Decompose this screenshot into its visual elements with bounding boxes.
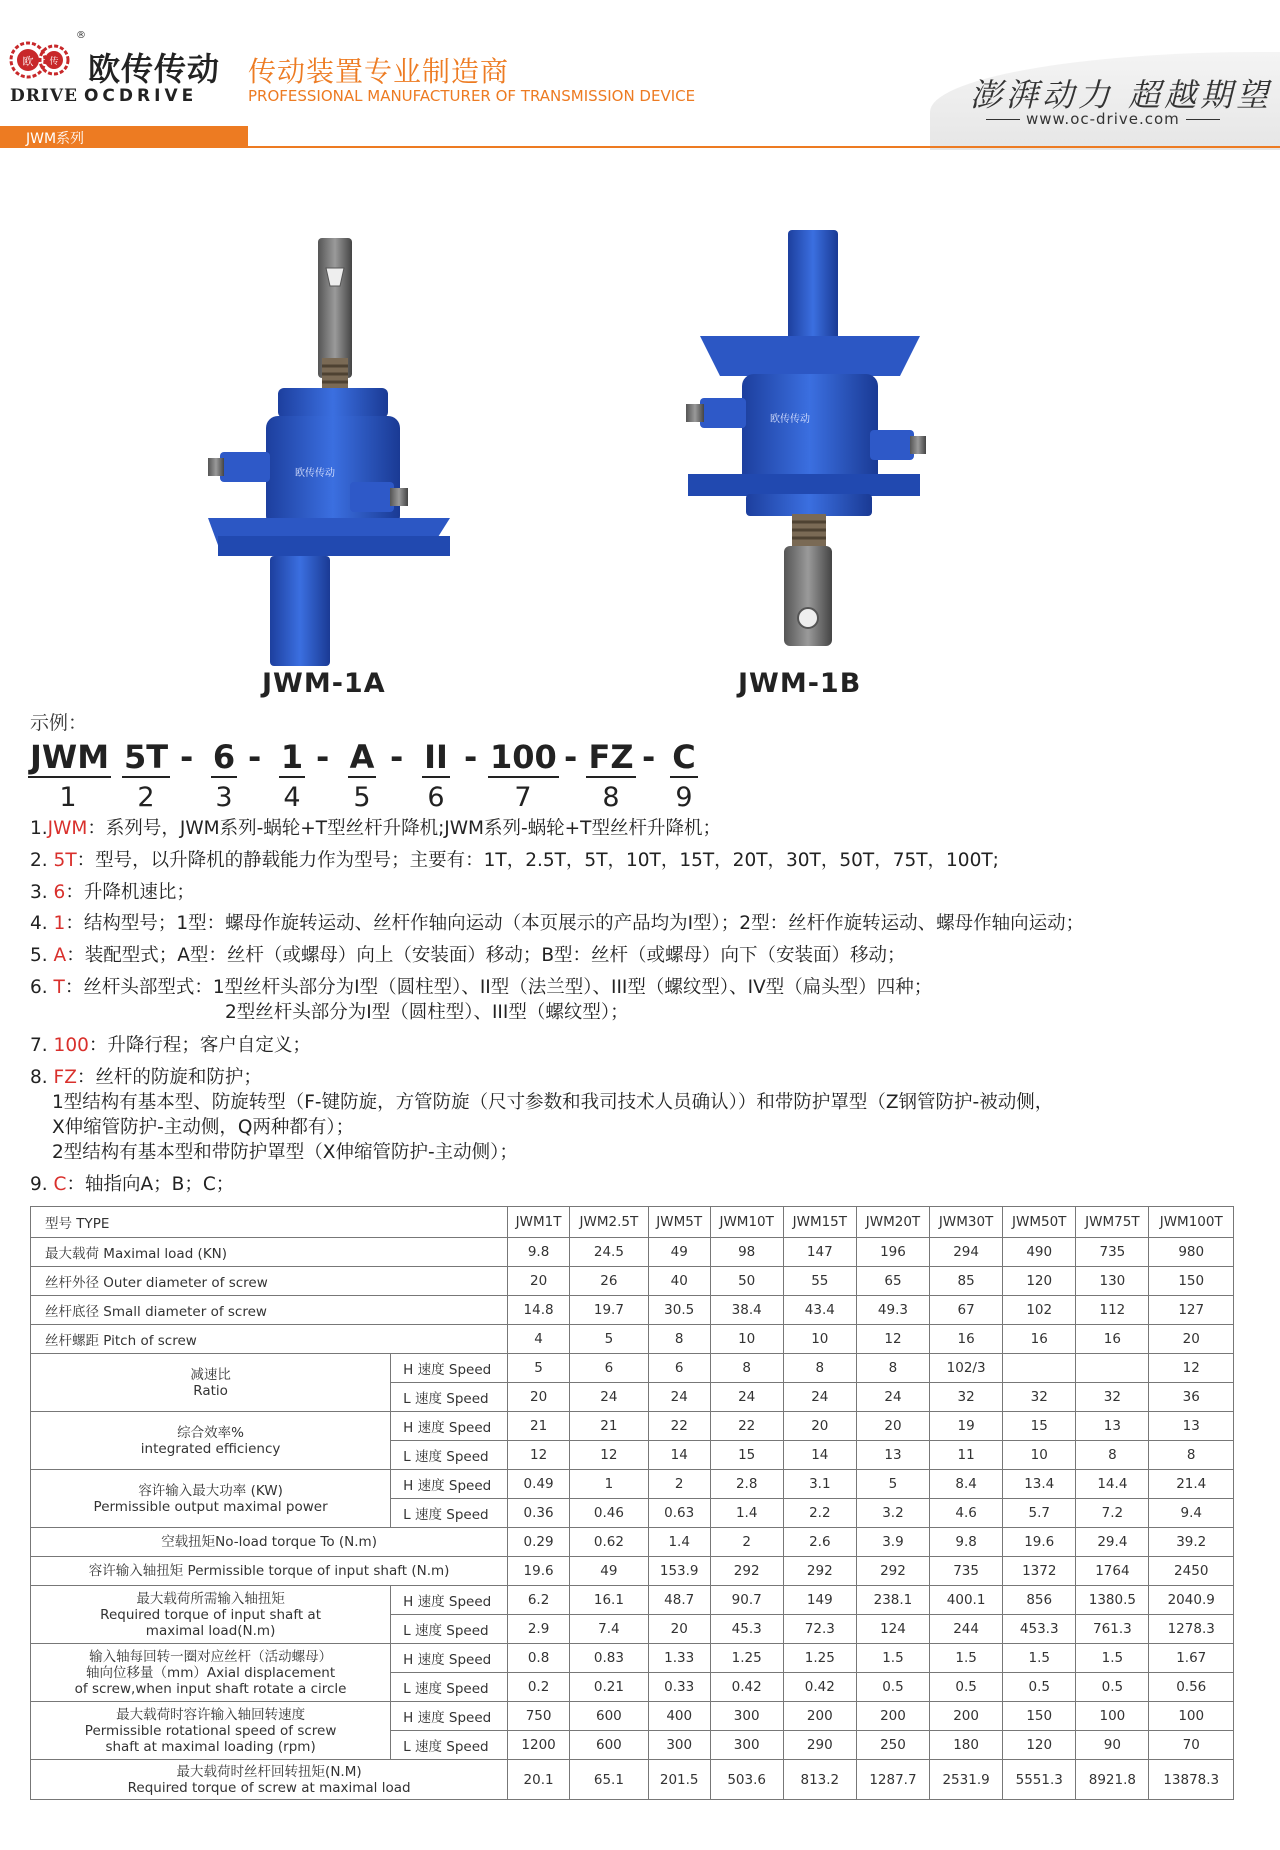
svg-text:欧传传动: 欧传传动: [770, 414, 810, 425]
table-cell: 300: [648, 1731, 710, 1760]
table-cell: 2531.9: [930, 1760, 1003, 1800]
table-cell: 85: [930, 1267, 1003, 1296]
speed-label: L 速度 Speed: [391, 1731, 508, 1760]
table-cell: 21: [569, 1412, 648, 1441]
jwm-1a-image: [200, 230, 460, 670]
example-title: 示例：: [30, 712, 88, 734]
table-cell: 19.7: [569, 1296, 648, 1325]
table-cell: 1.4: [648, 1528, 710, 1557]
table-cell: 19.6: [508, 1557, 570, 1586]
table-row: [31, 1586, 1234, 1615]
description-7: 7. 100：升降行程；客户自定义；: [30, 1035, 311, 1056]
description-8-line-3: X伸缩管防护-主动侧，Q两种都有）；: [52, 1117, 355, 1138]
table-cell: 180: [930, 1731, 1003, 1760]
spec-table: [30, 1206, 1234, 1800]
series-divider: [248, 146, 1280, 148]
table-cell: 201.5: [648, 1760, 710, 1800]
row-label: 空载扭矩No-load torque To (N.m): [31, 1528, 508, 1557]
code-number: 2: [137, 782, 155, 813]
table-cell: 90.7: [710, 1586, 783, 1615]
table-cell: 9.4: [1149, 1499, 1234, 1528]
table-cell: 21: [508, 1412, 570, 1441]
table-cell: 200: [783, 1702, 856, 1731]
model-header: JWM50T: [1003, 1207, 1076, 1238]
description-3: 3. 6：升降机速比；: [30, 882, 195, 903]
table-cell: 67: [930, 1296, 1003, 1325]
table-cell: 22: [710, 1412, 783, 1441]
table-cell: 0.5: [1076, 1673, 1149, 1702]
model-header: JWM15T: [783, 1207, 856, 1238]
code-segment: FZ: [588, 738, 634, 776]
table-cell: 238.1: [856, 1586, 929, 1615]
code-segment: II: [424, 738, 448, 776]
table-cell: 292: [856, 1557, 929, 1586]
table-cell: 32: [1076, 1383, 1149, 1412]
svg-text:欧: 欧: [22, 55, 34, 68]
table-cell: 43.4: [783, 1296, 856, 1325]
row-label: 综合效率% integrated efficiency: [31, 1412, 391, 1470]
description-6: 6. T：丝杆头部型式：1型丝杆头部分为I型（圆柱型）、II型（法兰型）、III型（螺纹型）、IV型（扁头型）四种；: [30, 977, 933, 998]
table-cell: 6.2: [508, 1586, 570, 1615]
table-cell: 22: [648, 1412, 710, 1441]
table-cell: 45.3: [710, 1615, 783, 1644]
table-cell: 0.29: [508, 1528, 570, 1557]
code-dash: -: [464, 738, 478, 776]
table-cell: 7.2: [1076, 1499, 1149, 1528]
series-label: JWM系列: [26, 131, 85, 147]
table-cell: 8: [1076, 1441, 1149, 1470]
description-2: 2. 5T：型号，以升降机的静载能力作为型号；主要有：1T，2.5T，5T，10T，15T，20T，30T，50T，75T，100T;: [30, 850, 999, 871]
table-cell: 38.4: [710, 1296, 783, 1325]
table-cell: 490: [1003, 1238, 1076, 1267]
table-cell: 1.33: [648, 1644, 710, 1673]
table-cell: 90: [1076, 1731, 1149, 1760]
description-4: 4. 1：结构型号；1型：螺母作旋转运动、丝杆作轴向运动（本页展示的产品均为I型）；2型：丝杆作旋转运动、螺母作轴向运动；: [30, 913, 1085, 934]
table-cell: 294: [930, 1238, 1003, 1267]
table-cell: 20: [648, 1615, 710, 1644]
table-cell: 100: [1076, 1702, 1149, 1731]
table-row: [31, 1644, 1234, 1673]
table-cell: 10: [1003, 1441, 1076, 1470]
table-cell: 400.1: [930, 1586, 1003, 1615]
description-8-line-2: 1型结构有基本型、防旋转型（F-键防旋，方管防旋（尺寸参数和我司技术人员确认））和带防护罩型（Z钢管防护-被动侧，: [52, 1092, 1054, 1113]
table-cell: 2040.9: [1149, 1586, 1234, 1615]
code-segment: JWM: [30, 738, 110, 776]
table-cell: 12: [569, 1441, 648, 1470]
table-cell: 5551.3: [1003, 1760, 1076, 1800]
table-cell: 49: [569, 1557, 648, 1586]
table-cell: 13.4: [1003, 1470, 1076, 1499]
table-cell: 14.8: [508, 1296, 570, 1325]
table-cell: 7.4: [569, 1615, 648, 1644]
table-row: [31, 1354, 1234, 1383]
svg-text:传: 传: [49, 57, 59, 67]
code-number: 9: [675, 782, 693, 813]
table-cell: 1.5: [930, 1644, 1003, 1673]
table-cell: 300: [710, 1731, 783, 1760]
row-label: 最大载荷所需输入轴扭矩 Required torque of input shaft at maximal load(N.m): [31, 1586, 391, 1644]
table-row: [31, 1412, 1234, 1441]
table-cell: 1380.5: [1076, 1586, 1149, 1615]
table-cell: 8: [648, 1325, 710, 1354]
code-number: 5: [353, 782, 371, 813]
table-cell: 5: [569, 1325, 648, 1354]
table-cell: 72.3: [783, 1615, 856, 1644]
table-cell: 20: [508, 1267, 570, 1296]
table-cell: 8.4: [930, 1470, 1003, 1499]
code-segment: 5T: [123, 738, 169, 776]
table-cell: 24: [856, 1383, 929, 1412]
table-cell: 0.46: [569, 1499, 648, 1528]
table-row: [31, 1702, 1234, 1731]
model-header: JWM2.5T: [569, 1207, 648, 1238]
table-cell: 14.4: [1076, 1470, 1149, 1499]
table-cell: 1.5: [1003, 1644, 1076, 1673]
table-cell: 24: [710, 1383, 783, 1412]
table-cell: 15: [710, 1441, 783, 1470]
table-cell: 8921.8: [1076, 1760, 1149, 1800]
table-cell: 5: [856, 1470, 929, 1499]
table-row: [31, 1470, 1234, 1499]
table-cell: 124: [856, 1615, 929, 1644]
table-cell: 12: [856, 1325, 929, 1354]
table-cell: 0.21: [569, 1673, 648, 1702]
table-cell: 400: [648, 1702, 710, 1731]
table-cell: 3.9: [856, 1528, 929, 1557]
row-label: 丝杆螺距 Pitch of screw: [31, 1325, 508, 1354]
table-row: [31, 1238, 1234, 1267]
code-segment: 6: [212, 738, 236, 776]
table-cell: 13: [1076, 1412, 1149, 1441]
table-cell: 292: [783, 1557, 856, 1586]
table-cell: 150: [1003, 1702, 1076, 1731]
table-cell: 2: [710, 1528, 783, 1557]
table-cell: 2.9: [508, 1615, 570, 1644]
table-cell: 1.25: [783, 1644, 856, 1673]
table-cell: 127: [1149, 1296, 1234, 1325]
table-cell: 14: [783, 1441, 856, 1470]
table-cell: 20: [783, 1412, 856, 1441]
table-cell: 24.5: [569, 1238, 648, 1267]
table-cell: 120: [1003, 1267, 1076, 1296]
table-cell: 147: [783, 1238, 856, 1267]
registered-mark-icon: ®: [76, 30, 86, 41]
code-number: 6: [427, 782, 445, 813]
code-dash: -: [390, 738, 404, 776]
website-url[interactable]: www.oc-drive.com: [980, 110, 1226, 128]
code-segment: C: [672, 738, 696, 776]
row-label: 最大载荷时丝杆回转扭矩(N.M) Required torque of screw at maximal load: [31, 1760, 508, 1800]
code-number: 4: [283, 782, 301, 813]
table-cell: 0.42: [710, 1673, 783, 1702]
table-cell: 6: [569, 1354, 648, 1383]
table-cell: 153.9: [648, 1557, 710, 1586]
code-number: 3: [215, 782, 233, 813]
table-cell: 0.56: [1149, 1673, 1234, 1702]
table-cell: 1: [569, 1470, 648, 1499]
table-cell: 130: [1076, 1267, 1149, 1296]
model-header: JWM1T: [508, 1207, 570, 1238]
product-label-jwm-1b: JWM-1B: [738, 668, 862, 699]
table-cell: 150: [1149, 1267, 1234, 1296]
table-cell: 8: [783, 1354, 856, 1383]
speed-label: L 速度 Speed: [391, 1615, 508, 1644]
speed-label: H 速度 Speed: [391, 1470, 508, 1499]
row-label: 容许输入轴扭矩 Permissible torque of input shaft (N.m): [31, 1557, 508, 1586]
table-cell: 300: [710, 1702, 783, 1731]
table-cell: 244: [930, 1615, 1003, 1644]
table-cell: 200: [930, 1702, 1003, 1731]
table-cell: 9.8: [930, 1528, 1003, 1557]
speed-label: H 速度 Speed: [391, 1354, 508, 1383]
model-header: JWM5T: [648, 1207, 710, 1238]
table-cell: 24: [648, 1383, 710, 1412]
table-cell: 2: [648, 1470, 710, 1499]
table-cell: 0.42: [783, 1673, 856, 1702]
table-cell: 0.33: [648, 1673, 710, 1702]
row-label: 最大载荷 Maximal load (KN): [31, 1238, 508, 1267]
table-cell: 0.62: [569, 1528, 648, 1557]
table-cell: 3.1: [783, 1470, 856, 1499]
table-cell: 2450: [1149, 1557, 1234, 1586]
code-dash: -: [180, 738, 194, 776]
table-cell: 1.25: [710, 1644, 783, 1673]
table-row: [31, 1267, 1234, 1296]
table-cell: 750: [508, 1702, 570, 1731]
description-9: 9. C：轴指向A；B；C；: [30, 1174, 235, 1195]
table-cell: 100: [1149, 1702, 1234, 1731]
description-8-line-4: 2型结构有基本型和带防护罩型（X伸缩管防护-主动侧）；: [52, 1142, 518, 1163]
table-cell: 65: [856, 1267, 929, 1296]
oc-drive-logo-icon: [8, 36, 82, 90]
table-cell: 1.5: [1076, 1644, 1149, 1673]
table-cell: 8: [710, 1354, 783, 1383]
tagline-cn: 传动装置专业制造商: [248, 55, 510, 88]
type-header: 型号 TYPE: [31, 1207, 508, 1238]
table-cell: 290: [783, 1731, 856, 1760]
table-cell: 5.7: [1003, 1499, 1076, 1528]
row-label: 丝杆外径 Outer diameter of screw: [31, 1267, 508, 1296]
table-cell: 32: [930, 1383, 1003, 1412]
table-cell: 1.5: [856, 1644, 929, 1673]
table-cell: 9.8: [508, 1238, 570, 1267]
table-cell: 10: [783, 1325, 856, 1354]
table-cell: 735: [930, 1557, 1003, 1586]
row-label: 输入轴每回转一圈对应丝杆（活动螺母） 轴向位移量（mm）Axial displacement of screw,when input shaft rotate a circle: [31, 1644, 391, 1702]
table-cell: 0.36: [508, 1499, 570, 1528]
tagline-en: PROFESSIONAL MANUFACTURER OF TRANSMISSION DEVICE: [248, 87, 696, 105]
table-cell: 50: [710, 1267, 783, 1296]
table-cell: 10: [710, 1325, 783, 1354]
table-cell: 12: [508, 1441, 570, 1470]
code-dash: -: [248, 738, 262, 776]
table-cell: 2.6: [783, 1528, 856, 1557]
table-cell: 13878.3: [1149, 1760, 1234, 1800]
table-cell: 70: [1149, 1731, 1234, 1760]
row-label: 减速比 Ratio: [31, 1354, 391, 1412]
description-6-line-2: 2型丝杆头部分为I型（圆柱型）、III型（螺纹型）；: [225, 1002, 629, 1023]
product-label-jwm-1a: JWM-1A: [262, 668, 386, 699]
table-cell: 735: [1076, 1238, 1149, 1267]
table-cell: 2.8: [710, 1470, 783, 1499]
model-header: JWM100T: [1149, 1207, 1234, 1238]
description-8: 8. FZ：丝杆的防旋和防护；: [30, 1067, 262, 1088]
table-cell: 39.2: [1149, 1528, 1234, 1557]
table-cell: 26: [569, 1267, 648, 1296]
description-1: 1.JWM：系列号，JWM系列-蜗轮+T型丝杆升降机;JWM系列-蜗轮+T型丝杆升降机；: [30, 818, 721, 839]
row-label: 容许输入最大功率 (KW) Permissible output maximal power: [31, 1470, 391, 1528]
table-cell: 13: [856, 1441, 929, 1470]
code-segment: 1: [280, 738, 304, 776]
table-cell: 49.3: [856, 1296, 929, 1325]
speed-label: L 速度 Speed: [391, 1441, 508, 1470]
table-cell: 98: [710, 1238, 783, 1267]
table-cell: 200: [856, 1702, 929, 1731]
table-cell: 453.3: [1003, 1615, 1076, 1644]
table-cell: 292: [710, 1557, 783, 1586]
table-cell: 1764: [1076, 1557, 1149, 1586]
table-cell: 120: [1003, 1731, 1076, 1760]
brand-name-cn: 欧传传动: [88, 50, 221, 88]
table-cell: 20: [508, 1383, 570, 1412]
model-header: JWM30T: [930, 1207, 1003, 1238]
table-cell: 21.4: [1149, 1470, 1234, 1499]
table-cell: 24: [569, 1383, 648, 1412]
table-cell: 102: [1003, 1296, 1076, 1325]
table-cell: 0.8: [508, 1644, 570, 1673]
table-cell: 102/3: [930, 1354, 1003, 1383]
code-dash: -: [564, 738, 578, 776]
table-cell: 11: [930, 1441, 1003, 1470]
code-number: 7: [514, 782, 532, 813]
speed-label: L 速度 Speed: [391, 1383, 508, 1412]
table-cell: 20.1: [508, 1760, 570, 1800]
table-cell: 0.83: [569, 1644, 648, 1673]
model-header: JWM20T: [856, 1207, 929, 1238]
code-segment: 100: [490, 738, 557, 776]
table-cell: 0.5: [930, 1673, 1003, 1702]
table-cell: 65.1: [569, 1760, 648, 1800]
table-cell: 0.2: [508, 1673, 570, 1702]
table-cell: 196: [856, 1238, 929, 1267]
table-cell: 0.5: [856, 1673, 929, 1702]
page-header: [0, 0, 1280, 150]
table-cell: 3.2: [856, 1499, 929, 1528]
table-cell: 0.63: [648, 1499, 710, 1528]
table-cell: 13: [1149, 1412, 1234, 1441]
table-cell: 1.67: [1149, 1644, 1234, 1673]
table-cell: 24: [783, 1383, 856, 1412]
speed-label: L 速度 Speed: [391, 1673, 508, 1702]
speed-label: H 速度 Speed: [391, 1586, 508, 1615]
table-cell: 15: [1003, 1412, 1076, 1441]
speed-label: H 速度 Speed: [391, 1702, 508, 1731]
row-label: 丝杆底径 Small diameter of screw: [31, 1296, 508, 1325]
speed-label: H 速度 Speed: [391, 1412, 508, 1441]
table-cell: 149: [783, 1586, 856, 1615]
table-cell: 503.6: [710, 1760, 783, 1800]
code-number: 8: [602, 782, 620, 813]
table-cell: 2.2: [783, 1499, 856, 1528]
jwm-1b-image: [680, 226, 940, 656]
svg-text:欧传传动: 欧传传动: [295, 468, 335, 479]
table-cell: 40: [648, 1267, 710, 1296]
table-cell: 32: [1003, 1383, 1076, 1412]
table-row: [31, 1325, 1234, 1354]
row-label: 最大载荷时容许输入轴回转速度 Permissible rotational speed of screw shaft at maximal loading (rpm): [31, 1702, 391, 1760]
table-cell: 0.49: [508, 1470, 570, 1499]
model-header: JWM75T: [1076, 1207, 1149, 1238]
code-segment: A: [349, 738, 375, 776]
table-cell: 16: [930, 1325, 1003, 1354]
table-cell: 813.2: [783, 1760, 856, 1800]
table-row: [31, 1760, 1234, 1800]
table-cell: 14: [648, 1441, 710, 1470]
table-header-row: [31, 1207, 1234, 1238]
slogan: 澎湃动力 超越期望: [970, 76, 1273, 114]
table-cell: 12: [1149, 1354, 1234, 1383]
table-cell: 49: [648, 1238, 710, 1267]
speed-label: H 速度 Speed: [391, 1644, 508, 1673]
table-row: [31, 1296, 1234, 1325]
table-cell: [1003, 1354, 1076, 1383]
table-cell: 16: [1076, 1325, 1149, 1354]
table-cell: 1.4: [710, 1499, 783, 1528]
code-number: 1: [59, 782, 77, 813]
model-header: JWM10T: [710, 1207, 783, 1238]
table-cell: 48.7: [648, 1586, 710, 1615]
table-cell: 55: [783, 1267, 856, 1296]
table-cell: 19: [930, 1412, 1003, 1441]
table-cell: 30.5: [648, 1296, 710, 1325]
table-cell: [1076, 1354, 1149, 1383]
table-cell: 856: [1003, 1586, 1076, 1615]
table-cell: 980: [1149, 1238, 1234, 1267]
table-cell: 600: [569, 1731, 648, 1760]
table-cell: 1287.7: [856, 1760, 929, 1800]
table-cell: 29.4: [1076, 1528, 1149, 1557]
table-cell: 1200: [508, 1731, 570, 1760]
code-dash: -: [642, 738, 656, 776]
table-cell: 1372: [1003, 1557, 1076, 1586]
table-cell: 112: [1076, 1296, 1149, 1325]
table-row: [31, 1557, 1234, 1586]
table-cell: 6: [648, 1354, 710, 1383]
table-cell: 0.5: [1003, 1673, 1076, 1702]
table-cell: 20: [1149, 1325, 1234, 1354]
brand-name-en: DRIVE OCDRIVE: [10, 86, 198, 106]
table-cell: 761.3: [1076, 1615, 1149, 1644]
table-cell: 19.6: [1003, 1528, 1076, 1557]
code-dash: -: [316, 738, 330, 776]
table-cell: 4.6: [930, 1499, 1003, 1528]
table-cell: 16: [1003, 1325, 1076, 1354]
table-cell: 36: [1149, 1383, 1234, 1412]
table-cell: 250: [856, 1731, 929, 1760]
table-cell: 600: [569, 1702, 648, 1731]
table-row: [31, 1528, 1234, 1557]
table-cell: 1278.3: [1149, 1615, 1234, 1644]
table-cell: 8: [856, 1354, 929, 1383]
table-cell: 4: [508, 1325, 570, 1354]
table-cell: 20: [856, 1412, 929, 1441]
table-cell: 8: [1149, 1441, 1234, 1470]
table-cell: 16.1: [569, 1586, 648, 1615]
description-5: 5. A：装配型式；A型：丝杆（或螺母）向上（安装面）移动；B型：丝杆（或螺母）向下（安装面）移动；: [30, 945, 906, 966]
table-cell: 5: [508, 1354, 570, 1383]
speed-label: L 速度 Speed: [391, 1499, 508, 1528]
